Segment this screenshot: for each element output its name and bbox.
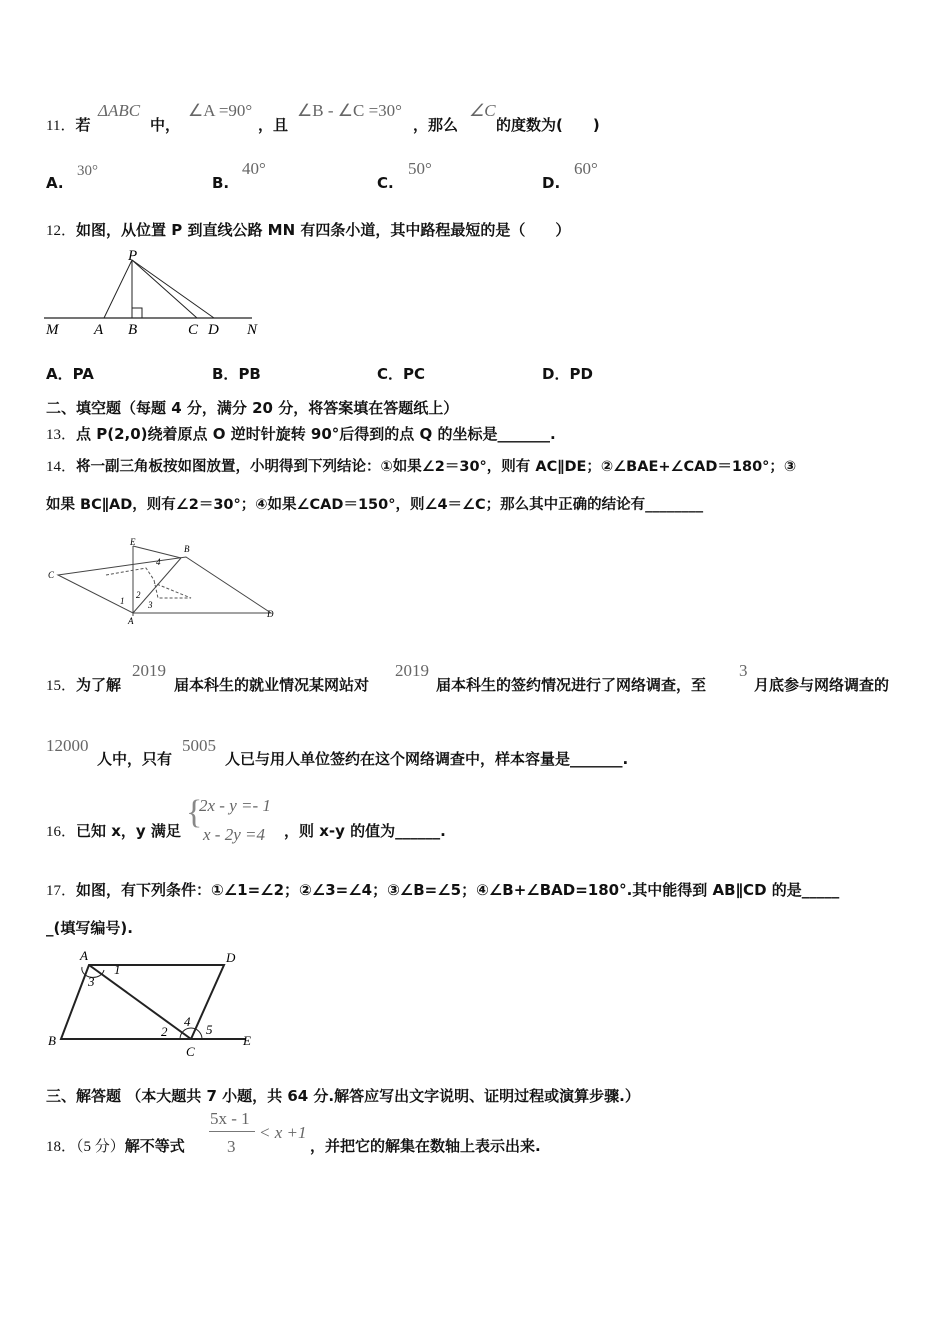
q12-text: 如图，从位置 P 到直线公路 MN 有四条小道，其中路程最短的是（ ）: [76, 221, 571, 239]
label-5: 5: [206, 1022, 213, 1037]
option-value: PB: [238, 365, 261, 383]
q11-math: ΔABC: [98, 101, 141, 120]
option-value: PA: [72, 365, 94, 383]
label-2: 2: [161, 1024, 168, 1039]
label-B: B: [48, 1033, 56, 1048]
label-B: B: [184, 544, 190, 554]
label-D: D: [208, 322, 219, 338]
label-E: E: [130, 537, 136, 547]
label-C: C: [48, 570, 55, 580]
q15-text: 为了解: [76, 676, 122, 694]
label-3: 3: [88, 974, 95, 989]
q11-text: 的度数为( ): [496, 116, 600, 134]
q11-math: ∠C: [469, 101, 496, 120]
label-B: B: [128, 322, 138, 338]
q15-text: 人已与用人单位签约在这个网络调查中，样本容量是_______.: [225, 750, 629, 768]
option-value: 40°: [242, 159, 266, 178]
option-value: 30°: [77, 163, 98, 179]
option-value: PC: [403, 365, 426, 383]
q11-math: ∠A =90°: [188, 101, 253, 120]
q16-equation-1: 2x - y =- 1: [199, 796, 271, 815]
label-2: 2: [136, 590, 141, 600]
q18-text: ，并把它的解集在数轴上表示出来.: [310, 1137, 541, 1155]
option-label: D.: [542, 174, 561, 192]
q16-equation-2: x - 2y =4: [203, 825, 265, 844]
label-4: 4: [184, 1014, 191, 1029]
fraction-denominator: 3: [227, 1137, 236, 1156]
option-label: C.: [377, 174, 394, 192]
q15-text: 届本科生的签约情况进行了网络调查，至: [436, 676, 707, 694]
q12-figure: [44, 248, 269, 340]
q17-text: _(填写编号).: [46, 919, 133, 937]
q11-text: ，且: [258, 116, 289, 134]
label-D: D: [267, 609, 274, 619]
label-M: M: [46, 322, 59, 338]
label-D: D: [226, 950, 236, 965]
q11-text: 若: [75, 116, 91, 134]
fraction-numerator: 5x - 1: [210, 1109, 250, 1128]
label-3: 3: [148, 600, 153, 610]
q14-text: 如果 BC∥AD，则有∠2＝30°；④如果∠CAD＝150°，则∠4＝∠C；那么其中正确的结论有________: [46, 497, 704, 513]
label-A: A: [80, 948, 88, 963]
q11-text: ，那么: [413, 116, 459, 134]
fraction-bar: [209, 1131, 255, 1132]
q11-text: 中，: [150, 116, 181, 134]
label-4: 4: [156, 557, 161, 567]
option-value: 60°: [574, 159, 598, 178]
option-label: B.: [212, 174, 230, 192]
q15-text: 人中，只有: [97, 750, 173, 768]
q15-math: 12000: [46, 736, 89, 755]
q13-text: 点 P(2,0)绕着原点 O 逆时针旋转 90°后得到的点 Q 的坐标是_______.: [76, 425, 556, 443]
q15-math: 2019: [132, 661, 166, 680]
q17-figure: [46, 948, 261, 1060]
q15-math: 5005: [182, 736, 216, 755]
q11-number: 11．: [46, 118, 76, 134]
q17-text: 如图，有下列条件：①∠1=∠2；②∠3=∠4；③∠B=∠5；④∠B+∠BAD=180°.其中能得到 AB∥CD 的是_____: [76, 881, 840, 899]
label-N: N: [247, 322, 258, 338]
brace: {: [186, 794, 203, 831]
label-C: C: [186, 1044, 195, 1059]
q11-math: ∠B - ∠C =30°: [297, 101, 402, 120]
q15-math: 3: [739, 661, 748, 680]
q16-text: ，则 x-y 的值为______.: [284, 822, 446, 840]
label-1: 1: [114, 962, 121, 977]
q15-text: 月底参与网络调查的: [754, 676, 890, 694]
q14-figure: [46, 538, 276, 628]
label-C: C: [188, 322, 199, 338]
q15-text: 届本科生的就业情况某网站对: [174, 676, 370, 694]
section-2-heading: 二、填空题（每题 4 分，满分 20 分，将答案填在答题纸上）: [46, 399, 459, 417]
q16-text: 已知 x，y 满足: [76, 822, 181, 840]
option-label: A.: [46, 174, 64, 192]
q18-math: < x +1: [259, 1123, 307, 1142]
label-E: E: [243, 1033, 251, 1048]
label-P: P: [128, 248, 138, 264]
q12-number: 12．: [46, 223, 77, 239]
label-1: 1: [120, 596, 125, 606]
section-3-heading: 三、解答题 （本大题共 7 小题，共 64 分.解答应写出文字说明、证明过程或演算步骤.）: [46, 1087, 640, 1105]
label-A: A: [94, 322, 104, 338]
q18-text: 解不等式: [124, 1137, 185, 1155]
option-value: PD: [569, 365, 593, 383]
option-value: 50°: [408, 159, 432, 178]
exam-page: 11．若 ΔABC 中， ∠A =90° ，且 ∠B - ∠C =30° ，那么 ∠C 的度数为( ) A. 30° B. 40° C. 50° D. 60° 12．如图，从位置 P 到直线公路 MN 有四条小道，其中路程最短的是（ ） P M A B C D N A．PA B．PB C．PC D．PD 二、填空题（每题 4 分，满分 20 分，将答案填在答题纸上） 13．点 P(2,0)绕着原点 O 逆时针旋转 90°后得到的点 Q 的坐标是_______. 14．将一副三角板按如图放置，小明得到下列结论：①如果∠2＝30°，则有 AC∥DE；②∠BAE+∠CAD＝180°；③ 如果 BC∥AD，则有∠2＝30°；④如果∠CAD＝150°，则∠4＝∠C；那么其中正确的结论有________ E B C D A 1 2 3 4 15．为了解 2019 届本科生的就业情况某网站对 2019 届本科生的签约情况进行了网络调查，至 3 月底参与网络调查的 12000 人中，只有 5005 人已与用人单位签约在这个网络调查中，样本容量是_______. 16．已知 x，y 满足 { 2x - y =- 1 x - 2y =4 ，则 x-y 的值为______. 17．如图，有下列条件：①∠1=∠2；②∠3=∠4；③∠B=∠5；④∠B+∠BAD=180°.其中能得到 AB∥CD 的是_____ _(填写编号). A D B C E 1 2 3 4 5 三、解答题 （本大题共 7 小题，共 64 分.解答应写出文字说明、证明过程或演算步骤.） 18．（5 分）解不等式 5x - 1 3 < x +1 ，并把它的解集在数轴上表示出来.: [0, 0, 950, 1344]
q15-math: 2019: [395, 661, 429, 680]
q14-text: 将一副三角板按如图放置，小明得到下列结论：①如果∠2＝30°，则有 AC∥DE；②∠BAE+∠CAD＝180°；③: [76, 459, 797, 475]
label-A: A: [128, 616, 134, 626]
